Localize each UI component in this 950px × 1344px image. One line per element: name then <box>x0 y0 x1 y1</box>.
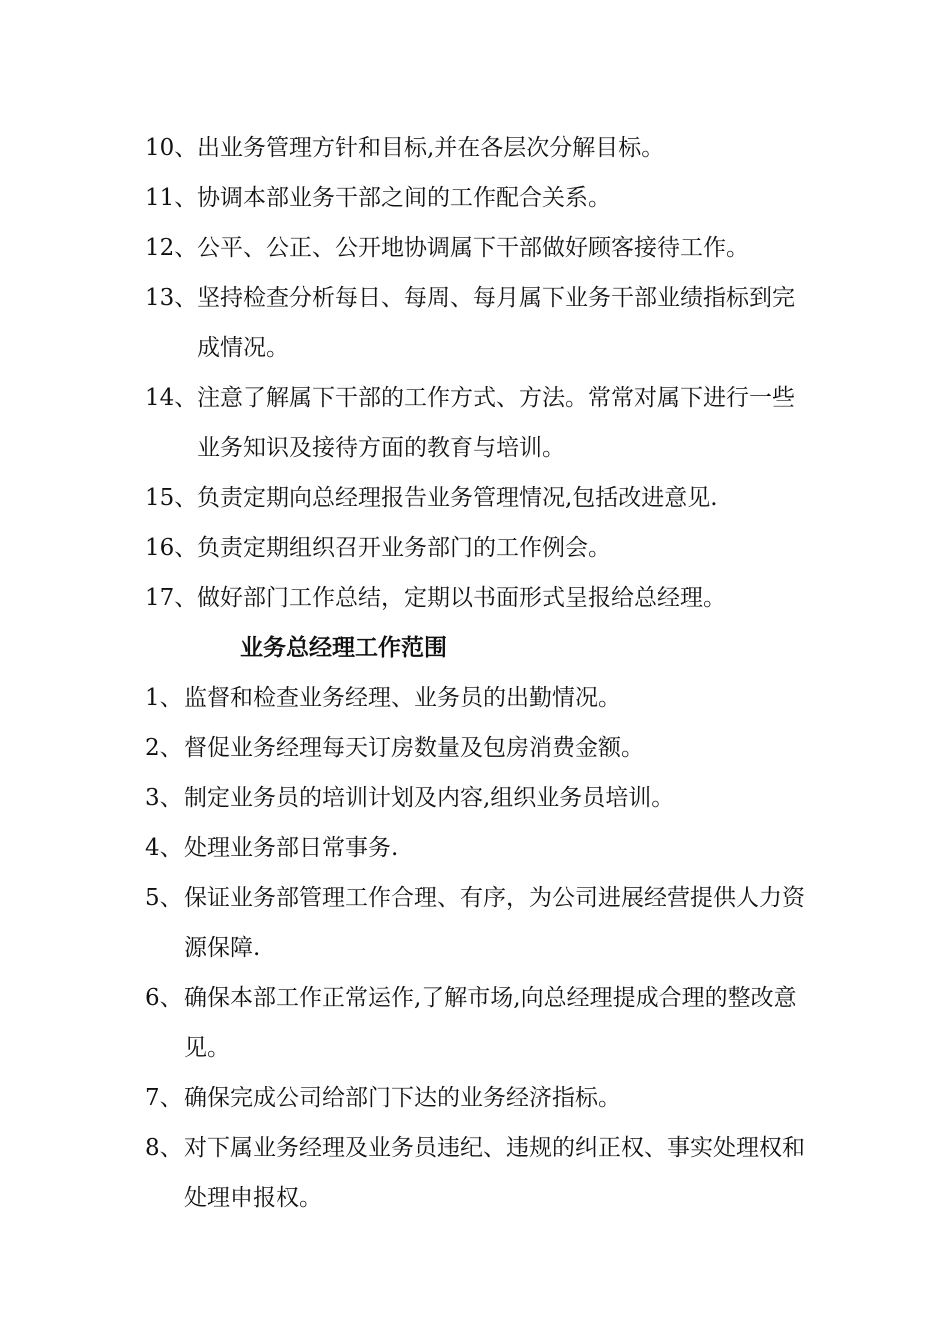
list-item <box>145 123 807 173</box>
item-text: 对下属业务经理及业务员违纪、违规的纠正权、事实处理权和处理申报权。 <box>184 1135 805 1211</box>
item-number: 15、 <box>145 485 198 511</box>
item-number: 10、 <box>145 135 198 161</box>
item-text: 保证业务部管理工作合理、有序，为公司进展经营提供人力资源保障. <box>184 885 805 961</box>
item-text: 注意了解属下干部的工作方式、方法。常常对属下进行一些业务知识及接待方面的教育与培训。 <box>197 385 795 461</box>
item-number: 7、 <box>145 1085 183 1111</box>
item-text: 出业务管理方针和目标,并在各层次分解目标。 <box>197 135 665 161</box>
item-number: 5、 <box>145 885 183 911</box>
list-item <box>145 473 807 523</box>
item-number: 11、 <box>145 185 198 211</box>
item-number: 12、 <box>145 235 198 261</box>
item-number: 6、 <box>145 985 183 1011</box>
list-item <box>145 673 807 723</box>
item-number: 16、 <box>145 535 198 561</box>
item-number: 14、 <box>145 385 198 411</box>
item-number: 2、 <box>145 735 183 761</box>
list-item <box>145 723 807 773</box>
item-text: 负责定期向总经理报告业务管理情况,包括改进意见. <box>197 485 718 511</box>
list-item <box>145 173 807 223</box>
item-number: 13、 <box>145 285 198 311</box>
item-text: 督促业务经理每天订房数量及包房消费金额。 <box>184 735 644 761</box>
item-text: 确保本部工作正常运作,了解市场,向总经理提成合理的整改意见。 <box>184 985 797 1061</box>
list-item <box>145 1073 807 1123</box>
item-text: 监督和检查业务经理、业务员的出勤情况。 <box>184 685 621 711</box>
item-number: 3、 <box>145 785 183 811</box>
list-item <box>145 773 807 823</box>
item-text: 负责定期组织召开业务部门的工作例会。 <box>197 535 611 561</box>
item-text: 确保完成公司给部门下达的业务经济指标。 <box>184 1085 621 1111</box>
item-text: 公平、公正、公开地协调属下干部做好顾客接待工作。 <box>197 235 749 261</box>
item-text: 坚持检查分析每日、每周、每月属下业务干部业绩指标到完成情况。 <box>197 285 795 361</box>
list-item <box>145 523 807 573</box>
list-item <box>145 973 807 1073</box>
item-text: 处理业务部日常事务. <box>184 835 399 861</box>
list-item <box>145 273 807 373</box>
item-number: 1、 <box>145 685 183 711</box>
list-item <box>145 1123 807 1223</box>
list-item <box>145 223 807 273</box>
item-text: 做好部门工作总结，定期以书面形式呈报给总经理。 <box>197 585 726 611</box>
list-item <box>145 823 807 873</box>
item-number: 8、 <box>145 1135 183 1161</box>
item-number: 17、 <box>145 585 198 611</box>
item-number: 4、 <box>145 835 183 861</box>
item-text: 制定业务员的培训计划及内容,组织业务员培训。 <box>184 785 675 811</box>
section-title: 业务总经理工作范围 <box>240 634 447 661</box>
list-item <box>145 873 807 973</box>
item-text: 协调本部业务干部之间的工作配合关系。 <box>197 185 611 211</box>
list-item <box>145 573 807 623</box>
list-item <box>145 373 807 473</box>
